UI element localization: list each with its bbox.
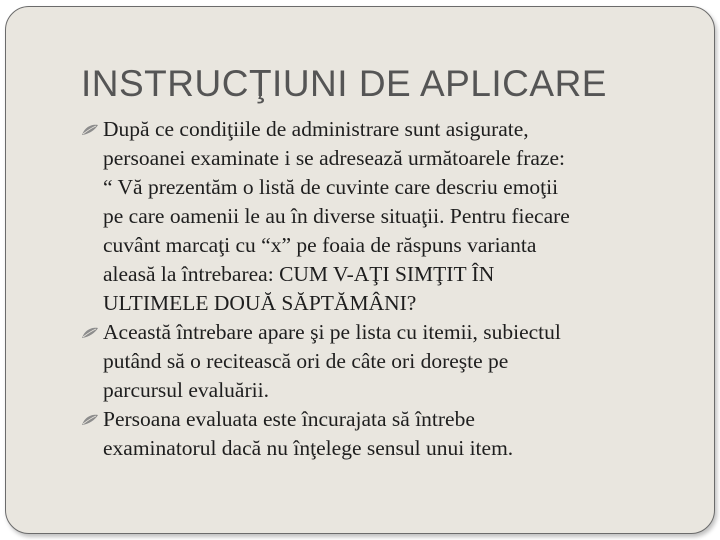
bullet-2-line-1: Această întrebare apare şi pe lista cu itemii, subiectul xyxy=(103,320,561,344)
bullet-1-line-5: cuvânt marcaţi cu “x” pe foaia de răspuns varianta xyxy=(103,233,537,257)
bullet-item-2 xyxy=(81,318,681,405)
bullet-2-line-2: putând să o recitească ori de câte ori doreşte pe xyxy=(103,349,509,373)
bullet-1-line-6: aleasă la întrebarea: CUM V-AŢI SIMŢIT ÎN xyxy=(103,262,495,286)
bullet-1-line-1: După ce condiţiile de administrare sunt asigurate, xyxy=(103,117,529,141)
bullet-1-line-4: pe care oamenii le au în diverse situaţii. Pentru fiecare xyxy=(103,204,570,228)
bullet-3-line-1: Persoana evaluata este încurajata să întrebe xyxy=(103,407,475,431)
bullet-3-line-2: examinatorul dacă nu înţelege sensul unui item. xyxy=(103,436,514,460)
bullet-2-line-3: parcursul evaluării. xyxy=(103,378,269,402)
slide-title: INSTRUCŢIUNI DE APLICARE xyxy=(81,63,607,104)
bullet-1-line-7: ULTIMELE DOUĂ SĂPTĂMÂNI? xyxy=(103,291,417,315)
bullet-1-line-3: “ Vă prezentăm o listă de cuvinte care descriu emoţii xyxy=(103,175,559,199)
bullet-item-1 xyxy=(81,115,681,318)
bullet-list xyxy=(81,115,681,463)
bullet-item-3 xyxy=(81,405,681,463)
leaf-bullet-icon xyxy=(81,414,99,426)
leaf-bullet-icon xyxy=(81,327,99,339)
bullet-1-line-2: persoanei examinate i se adresează următoarele fraze: xyxy=(103,146,565,170)
slide xyxy=(5,6,715,534)
leaf-bullet-icon xyxy=(81,124,99,136)
